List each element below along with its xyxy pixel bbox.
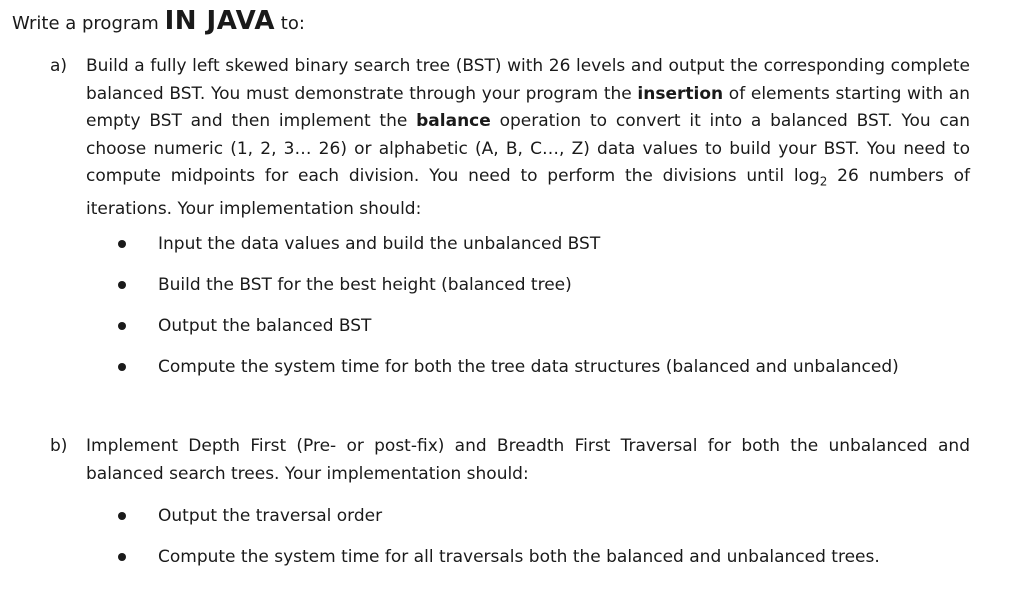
- bullet-text: Input the data values and build the unbalanced BST: [158, 234, 601, 254]
- paragraph-text: operation to convert it into a balanced BST. You can choose numeric (1, 2, 3… 26) or alphabetic (A, B, C…, Z) data values to build your BST. You need to compute midpoints for each division. You need to perform the divisions until log: [86, 111, 970, 186]
- bullet-text: Output the traversal order: [158, 506, 383, 526]
- bullet-icon: [118, 553, 126, 561]
- emphasis-term: insertion: [637, 83, 724, 104]
- paragraph-text: 26 numbers of iterations. Your implementation should:: [86, 166, 970, 219]
- part-b-marker: b): [50, 436, 68, 456]
- bullet-text: Build the BST for the best height (balanced tree): [158, 275, 572, 295]
- paragraph-text: of elements starting with an empty BST and then implement the: [86, 83, 970, 131]
- bullet-text: Compute the system time for all traversals both the balanced and unbalanced trees.: [158, 547, 880, 567]
- paragraph-text: Build a fully left skewed binary search tree (BST) with 26 levels and output the corresponding complete balanced BST. You must demonstrate through your program the: [86, 56, 970, 104]
- subscript: 2: [819, 174, 828, 189]
- bullet-icon: [118, 363, 126, 371]
- page-heading: [12, 7, 305, 38]
- emphasis-term: balance: [416, 111, 491, 131]
- part-b-paragraph: Implement Depth First (Pre- or post-fix) and Breadth First Traversal for both the unbalanced and balanced search trees. Your implementation should:: [86, 436, 970, 484]
- bullet-icon: [118, 281, 126, 289]
- bullet-text: Compute the system time for both the tree data structures (balanced and unbalanced): [158, 357, 899, 377]
- heading-emphasis: IN JAVA: [164, 6, 276, 36]
- bullet-icon: [118, 512, 126, 520]
- part-a-marker: a): [50, 56, 68, 76]
- bullet-icon: [118, 240, 126, 248]
- heading-suffix: to:: [275, 13, 305, 34]
- bullet-icon: [118, 322, 126, 330]
- heading-prefix: Write a program: [12, 13, 165, 34]
- part-a-paragraph: [86, 53, 970, 223]
- bullet-text: Output the balanced BST: [158, 316, 372, 336]
